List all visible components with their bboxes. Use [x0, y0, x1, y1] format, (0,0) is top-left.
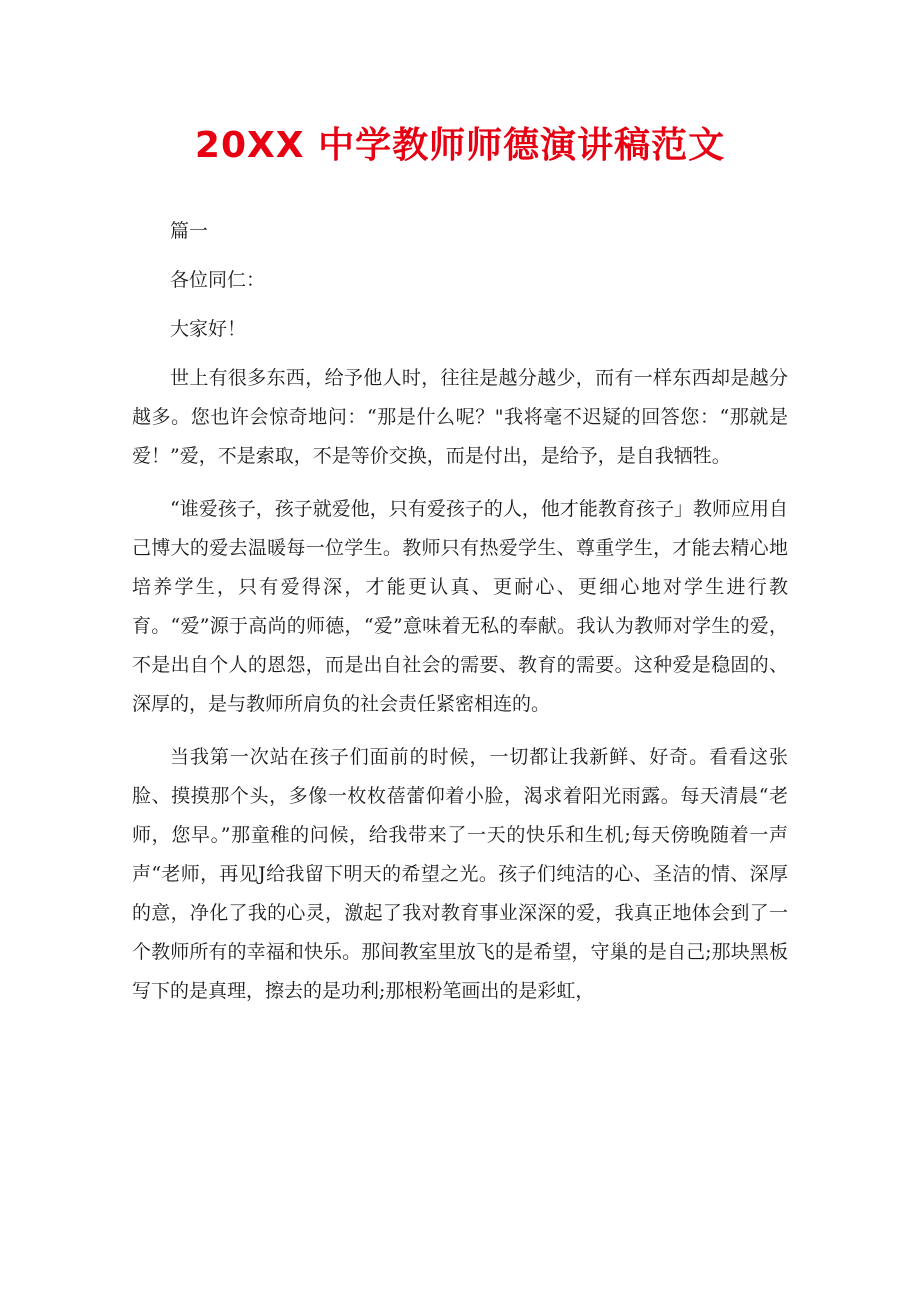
salutation: 各位同仁：: [170, 269, 266, 291]
section-heading: 篇一: [170, 220, 209, 242]
greeting: 大家好！: [170, 318, 247, 340]
body-paragraph: 当我第一次站在孩子们面前的时候，一切都让我新鲜、好奇。看看这张脸、摸摸那个头，多像一枚枚蓓蕾仰着小脸，渴求着阳光雨露。每天清晨“老师，您早。”那童稚的问候，给我带来了一天的快乐和生机;每天傍晚随着一声声“老师，再见J给我留下明天的希望之光。孩子们纯洁的心、圣洁的情、深厚的意，净化了我的心灵，激起了我对教育事业深深的爱，我真正地体会到了一个教师所有的幸福和快乐。那间教室里放飞的是希望，守巢的是自己;那块黑板写下的是真理，擦去的是功利;那根粉笔画出的是彩虹，: [132, 746, 788, 1002]
body-paragraph: “谁爱孩子，孩子就爱他，只有爱孩子的人，他才能教育孩子」教师应用自己博大的爱去温暖每一位学生。教师只有热爱学生、尊重学生，才能去精心地培养学生，只有爱得深，才能更认真、更耐心、更细心地对学生进行教育。“爱”源于高尚的师德，“爱”意味着无私的奉献。我认为教师对学生的爱，不是出自个人的恩怨，而是出自社会的需要、教育的需要。这种爱是稳固的、深厚的，是与教师所肩负的社会责任紧密相连的。: [132, 498, 788, 715]
document-body: [132, 212, 788, 1025]
body-paragraph: 世上有很多东西，给予他人时，往往是越分越少，而有一样东西却是越分越多。您也许会惊奇地问：“那是什么呢？"我将毫不迟疑的回答您：“那就是爱！”爱，不是索取，不是等价交换，而是付出，是给予，是自我牺牲。: [132, 367, 788, 467]
document-title: 20XX 中学教师师德演讲稿范文: [194, 125, 726, 166]
